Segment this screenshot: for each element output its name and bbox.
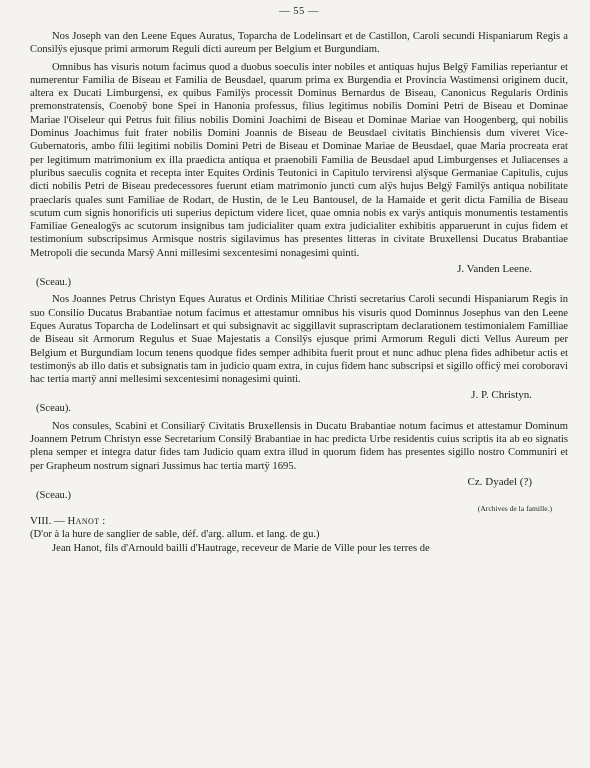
seal-note-3: (Sceau.) (36, 489, 71, 501)
section-heading (30, 514, 568, 528)
section-colon: : (99, 515, 106, 528)
archives-source-note: (Archives de la famille.) (477, 504, 552, 514)
section-blazon: (D'or à la hure de sanglier de sable, déf. d'arg. allum. et lang. de gu.) (30, 529, 320, 541)
signature-vanden-leene: J. Vanden Leene. (457, 263, 532, 276)
section-family-name: Hanot (67, 515, 100, 528)
section-number: VIII. — (30, 515, 65, 528)
section-first-line: Jean Hanot, fils d'Arnould bailli d'Hautrage, receveur de Marie de Ville pour les terres de (52, 542, 430, 554)
seal-note-1: (Sceau.) (36, 277, 71, 289)
signature-christyn: J. P. Christyn. (471, 389, 532, 402)
signature-row-2 (30, 388, 568, 402)
paragraph-declaration-intro: Nos Joseph van den Leene Eques Auratus, Toparcha de Lodelinsart et de Castillon, Caroli secundi Hispaniarum Regis a Consilÿs ejusque primi armorum Reguli dicti aureum per Belgium et Burgundiam. (30, 31, 568, 56)
page-number: — 55 — (279, 6, 319, 17)
signature-row-1 (30, 262, 568, 276)
signature-dyadel: Cz. Dyadel (?) (467, 475, 532, 488)
signature-row-3 (30, 475, 568, 489)
paragraph-christyn-attestation: Nos Joannes Petrus Christyn Eques Auratus et Ordinis Militiae Christi secretarius Caroli secundi Hispaniarum Regis in suo Consilio Ducatus Brabantiae notum facimus et attestamur omnibus his visuris quod Dominnus Josephus van den Leene Eques Auratus Toparcha de Lodelinsart et qui subsignavit ac siggillavit suprascriptam declarationem testimonialem Familliae de Biseau sit Armorum Regulus et Suae Majestatis a Consilÿs ejusque primi Armorum Reguli dicti Vellus Aureum per Belgium et Burgundiam locum tenens quodque fides semper adhibita fuerit prout et nunc adhuc plena fides adhibetur actis et testimonÿs ab illo datis et subsignatis tam in judicio quam extra, in cujus fidem hanc subscripsi et sigillo officÿ mei coroboravi hac tertia martÿ anni mellesimi sexcentesimi nonagesimi quinti. (30, 294, 568, 386)
paragraph-consuls-attestation: Nos consules, Scabini et Consiliarÿ Civitatis Bruxellensis in Ducatu Brabantiae notum facimus et attestamur Dominum Joannem Petrum Christyn esse Secretarium Consilÿ Brabantiae in hac predicta Urbe residentis cuius scriptis ita ab eo signatis plena semper et integra datur fides tam Judicio quam extra illud in quorum fidem has presentes sigillo nostro Communiri et per Grapheum nostrum signari Jussimus hac tertia martÿ 1695. (30, 420, 568, 472)
seal-note-2: (Sceau). (36, 403, 71, 415)
paragraph-declaration-body: Omnibus has visuris notum facimus quod a duobus soeculis inter nobiles et antiquas hujus Belgÿ Familias reperiantur et numerentur Familia de Biseau et Familia de Beusdael, quarum prima ex Burgendia et Provincia Wastimensi originem ducit, altera ex Ducati Limburgensi, ex quibus Familÿs processit Dominus Bernardus de Biseau, Canonicus Regularis Ordinis premonstratensis, Coenobÿ bone Spei in Hanonia professus, filius legitimus nobilis Domini Petri de Biseau et Dominae Mariae l'Oiseleur qui Petrus fuit filius nobilis Domini Joachimi de Biseau et Dominae Mariae van Hoogenberg, qui nobilis Dominus Joachimus fuit frater nobilis Domini Joannis de Biseau de Beusdael civitatis Binchiensis dum viveret Vice-Gubernatoris, ambo filii legitimi nobilis Domini Petri de Biseau et Dominae Mariae de Beusdael, quae Maria procreata erat per legitimum matrimonium ex illa praedicta antiqua et praenobili Familia de Beusdael apud Limburgenses et Juliacenses a pluribus saeculis cognita et recepta inter Equites Ordinis Teutonici in Capitulo tervirensi alÿsque Germaniae Capitulis, cujus dicti nobilis Petri de Biseau predecessores fuerunt etiam matrimonio juncti cum alÿs hujus Belgÿ Familÿs antiqua nobilitate praeclaris quales sunt Familiae de Rodart, de Hustin, de le Leu Bantousel, de la Hamaide et gerit dicta Familia de Biseau scutum cum signis honorificis uti superius depictum videre licet, quae omnia nobis ex varÿs antiquis monumentis testamentis Familiae Genealogÿs ac scutorum insignibus tam judicialiter quam extra judicialiter exhibitis apparuerunt in cujus fidem et testimonium subscripsimus Armisque nostris sigilavimus has presentes litteras in civitate Bruxellensi Ducatus Brabantiae Metropoli die secunda Marsÿ Anni millesimi sexcentesimi nonagesimi quinti. (30, 61, 568, 259)
